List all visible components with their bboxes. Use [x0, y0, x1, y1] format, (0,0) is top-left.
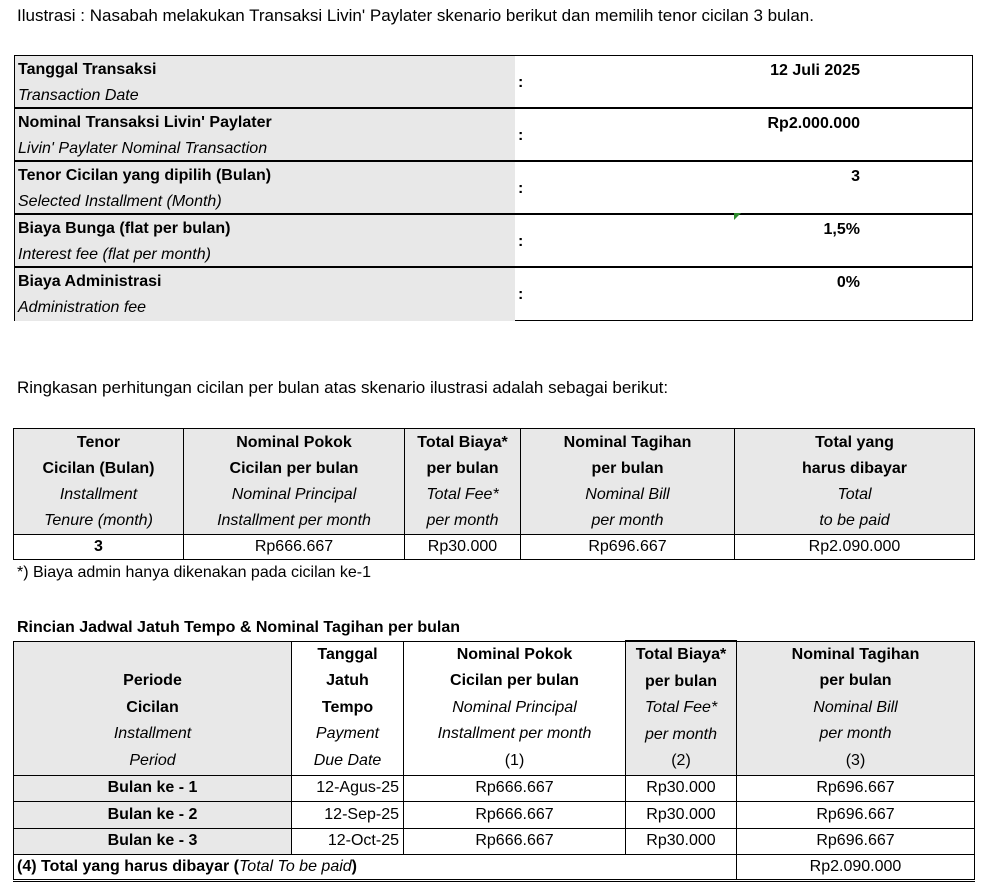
- header-text-en: Installment: [59, 485, 138, 503]
- column-number: (3): [845, 751, 866, 769]
- header-text: Cicilan: [126, 698, 179, 716]
- schedule-header-due-date: [292, 641, 404, 775]
- summary-cell-principal: Rp666.667: [184, 535, 405, 560]
- summary-data-row: [14, 535, 975, 560]
- header-text-en: per month: [591, 511, 664, 529]
- header-text-en: Installment per month: [437, 725, 592, 743]
- schedule-cell-fee: Rp30.000: [626, 828, 737, 855]
- info-row-transaction-date: [15, 56, 972, 109]
- info-row-nominal: [15, 109, 972, 162]
- summary-cell-fee: Rp30.000: [405, 535, 521, 560]
- summary-table: [13, 428, 975, 560]
- info-label-cell: [15, 109, 515, 160]
- info-label-cell: [15, 56, 515, 107]
- header-text-en: Period: [129, 751, 176, 769]
- schedule-row: [14, 828, 975, 855]
- schedule-cell-due-date: 12-Sep-25: [292, 802, 404, 829]
- info-label: Biaya Administrasi: [18, 273, 162, 290]
- schedule-cell-period: Bulan ke - 2: [14, 802, 292, 829]
- header-text: Total yang: [815, 433, 894, 451]
- summary-header-tenor: [14, 429, 184, 535]
- info-colon: :: [518, 233, 524, 250]
- info-label: Tanggal Transaksi: [18, 61, 157, 78]
- info-row-interest: [15, 215, 972, 268]
- summary-cell-bill: Rp696.667: [521, 535, 735, 560]
- info-label: Biaya Bunga (flat per bulan): [18, 220, 231, 237]
- header-text-en: Total Fee*: [426, 485, 499, 503]
- header-text: Tenor: [76, 433, 121, 451]
- comment-marker: [734, 213, 741, 220]
- header-text-en: Payment: [315, 725, 380, 743]
- info-value: 12 Juli 2025: [770, 62, 860, 79]
- info-label-en: Administration fee: [18, 299, 147, 316]
- info-label-en: Transaction Date: [18, 87, 139, 104]
- total-label-paren-close: ): [351, 858, 357, 875]
- schedule-cell-period: Bulan ke - 3: [14, 828, 292, 855]
- header-text: Nominal Pokok: [456, 645, 573, 663]
- info-colon: :: [518, 180, 524, 197]
- header-text: Nominal Pokok: [236, 433, 352, 451]
- info-colon: :: [518, 74, 524, 91]
- info-row-tenor: [15, 162, 972, 215]
- info-label-cell: [15, 162, 515, 213]
- schedule-header-principal: [404, 641, 626, 775]
- header-text-en: Tenure (month): [44, 511, 153, 529]
- info-label-en: Selected Installment (Month): [18, 193, 222, 210]
- header-text-en: per month: [426, 511, 499, 529]
- header-text-en: Nominal Bill: [813, 698, 898, 716]
- header-text: per bulan: [591, 459, 664, 477]
- header-text-en: Nominal Principal: [452, 698, 577, 716]
- schedule-header-row: [14, 641, 975, 775]
- header-text-en: Due Date: [313, 751, 382, 769]
- info-label-en: Interest fee (flat per month): [18, 246, 211, 263]
- info-colon: :: [518, 286, 524, 303]
- schedule-table: [13, 640, 975, 882]
- schedule-cell-bill: Rp696.667: [737, 802, 975, 829]
- header-text-en: Total Fee*: [644, 699, 718, 716]
- header-text-en: Nominal Principal: [231, 485, 357, 503]
- summary-cell-tenor: 3: [14, 535, 184, 560]
- info-value: Rp2.000.000: [767, 115, 860, 132]
- header-text: per bulan: [819, 672, 892, 690]
- schedule-row: [14, 775, 975, 802]
- header-text-en: Total: [837, 485, 872, 503]
- info-colon: :: [518, 127, 524, 144]
- schedule-total-label: [14, 855, 737, 881]
- schedule-cell-fee: Rp30.000: [626, 775, 737, 802]
- info-value: 0%: [836, 274, 860, 291]
- header-text: per bulan: [426, 459, 499, 477]
- summary-header-total: [735, 429, 975, 535]
- header-text: Tanggal: [317, 645, 378, 663]
- header-text-en: Installment: [113, 725, 192, 742]
- header-text-en: per month: [819, 725, 892, 743]
- column-number: (2): [671, 752, 691, 769]
- schedule-cell-due-date: 12-Oct-25: [292, 828, 404, 855]
- schedule-cell-principal: Rp666.667: [404, 828, 626, 855]
- header-text: Total Biaya*: [417, 433, 508, 451]
- schedule-cell-bill: Rp696.667: [737, 775, 975, 802]
- header-text: Cicilan per bulan: [450, 672, 579, 690]
- schedule-row: [14, 802, 975, 829]
- header-text: Cicilan per bulan: [229, 459, 359, 477]
- schedule-cell-principal: Rp666.667: [404, 775, 626, 802]
- schedule-header-fee: [626, 641, 737, 775]
- summary-header-principal: [184, 429, 405, 535]
- header-text: Tempo: [321, 698, 374, 716]
- header-text: harus dibayar: [802, 459, 907, 477]
- header-text: Total Biaya*: [635, 646, 727, 663]
- info-row-admin-fee: [15, 268, 972, 321]
- schedule-total-row: [14, 855, 975, 881]
- header-text: per bulan: [644, 672, 717, 690]
- summary-header-row: [14, 429, 975, 535]
- header-text: Cicilan (Bulan): [42, 459, 155, 477]
- schedule-cell-principal: Rp666.667: [404, 802, 626, 829]
- schedule-cell-fee: Rp30.000: [626, 802, 737, 829]
- transaction-info-table: [14, 55, 973, 321]
- header-text-en: to be paid: [819, 511, 890, 529]
- info-label: Tenor Cicilan yang dipilih (Bulan): [18, 167, 272, 184]
- schedule-total-value: Rp2.090.000: [737, 855, 975, 881]
- info-label-cell: [15, 268, 515, 321]
- header-text: Periode: [123, 672, 182, 689]
- info-label: Nominal Transaksi Livin' Paylater: [18, 114, 272, 131]
- header-text: Nominal Tagihan: [791, 645, 920, 663]
- total-label-en: Total To be paid: [238, 858, 352, 875]
- header-text: Jatuh: [326, 672, 369, 690]
- info-label-en: Livin' Paylater Nominal Transaction: [18, 140, 268, 157]
- summary-header-fee: [405, 429, 521, 535]
- total-label-paren-open: (: [229, 858, 239, 875]
- header-text: Nominal Tagihan: [563, 433, 692, 451]
- schedule-header-period: [14, 641, 292, 775]
- schedule-cell-period: Bulan ke - 1: [14, 775, 292, 802]
- total-label: (4) Total yang harus dibayar: [17, 858, 230, 875]
- detail-title: Rincian Jadwal Jatuh Tempo & Nominal Tagihan per bulan: [17, 619, 461, 636]
- schedule-cell-due-date: 12-Agus-25: [292, 775, 404, 802]
- header-text-en: Nominal Bill: [585, 485, 670, 503]
- schedule-cell-bill: Rp696.667: [737, 828, 975, 855]
- admin-fee-note: *) Biaya admin hanya dikenakan pada cicilan ke-1: [17, 564, 371, 581]
- summary-cell-total: Rp2.090.000: [735, 535, 975, 560]
- info-value: 1,5%: [823, 221, 860, 238]
- header-text-en: per month: [644, 725, 718, 743]
- info-label-cell: [15, 215, 515, 266]
- summary-title: Ringkasan perhitungan cicilan per bulan atas skenario ilustrasi adalah sebagai berikut:: [17, 378, 669, 397]
- intro-text: Ilustrasi : Nasabah melakukan Transaksi Livin' Paylater skenario berikut dan memilih tenor cicilan 3 bulan.: [17, 6, 814, 25]
- info-value: 3: [851, 168, 860, 185]
- header-text-en: Installment per month: [217, 511, 371, 529]
- schedule-header-bill: [737, 641, 975, 775]
- column-number: (1): [504, 751, 525, 769]
- summary-header-bill: [521, 429, 735, 535]
